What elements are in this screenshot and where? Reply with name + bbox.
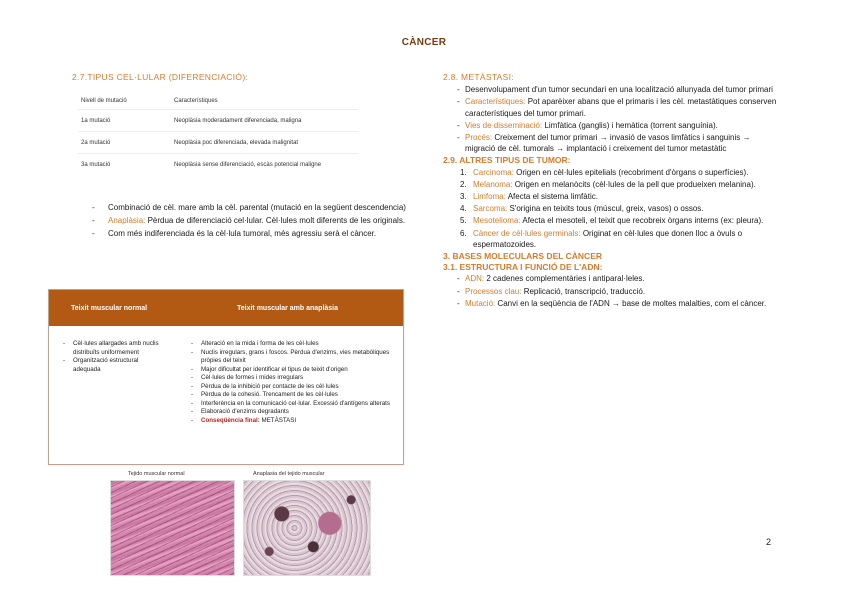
bullet-dash: - [191, 391, 194, 398]
mutation-header-level: Nivell de mutació [81, 97, 127, 104]
list-item-highlight: Anaplàsia: [108, 216, 146, 226]
list-item [443, 228, 778, 250]
bullet-dash: - [457, 286, 460, 296]
list-item [191, 340, 397, 349]
list-item-body: Pot aparèixer abans que el primaris i les cèl. metastàtiques conserven característiques del tumor primari. [465, 97, 777, 118]
list-item-body: Com més indiferenciada és la cèl·lula tumoral, més agressiu serà el càncer. [108, 229, 377, 239]
list-item [443, 286, 778, 297]
list-item-body: Origen en melanòcits (cèl·lules de la pell que produeixen melanina). [512, 179, 756, 189]
list-item [92, 228, 410, 239]
list-item-body: Limfàtica (ganglis) i hemàtica (torrent sanguínia). [542, 120, 718, 130]
list-item-highlight: Processos clau: [465, 286, 522, 296]
list-item [63, 357, 165, 374]
list-item [443, 179, 778, 190]
mutation-level: 3a mutació [81, 162, 111, 168]
list-item-text: Organització estructural adequada [73, 357, 139, 373]
list-item [191, 408, 397, 417]
list-item-highlight: Limfoma: [473, 192, 506, 202]
mutation-header-features: Característiques [174, 97, 218, 104]
bullet-dash: - [191, 382, 194, 390]
bullet-dash: - [457, 85, 460, 95]
list-number: 4. [460, 204, 467, 214]
list-item-body: Desenvolupament d'un tumor secundari en una localització allunyada del tumor primari [465, 85, 773, 95]
list-item-text: Pèrdua de la cohesió. Trencament de les cèl·lules [201, 391, 338, 398]
list-item-text: Cèl·lules allargades amb nuclis distribuïts uniformement [73, 340, 159, 356]
section-title-altres-tumors: 2.9. ALTRES TIPUS DE TUMOR: [443, 155, 571, 166]
list-item-text: Major dificultat per identificar el tipus de teixit d'origen [201, 365, 348, 373]
list-item-text [201, 417, 397, 426]
list-item [191, 366, 397, 375]
page-number: 2 [766, 537, 772, 547]
list-item-text: Elaboració d'enzims degradants [201, 408, 289, 415]
list-item-highlight: Càncer de cèl·lules germinals: [473, 228, 581, 238]
header-normal-tissue: Teixit muscular normal [71, 304, 148, 312]
list-item-body: Canvi en la seqüència de l'ADN → base de moltes malalties, com el càncer. [495, 298, 767, 308]
list-item [191, 349, 397, 366]
list-item-highlight: Característiques: [465, 97, 526, 107]
section-title-tipus-cellular: 2.7.TIPUS CEL·LULAR (DIFERENCIACIÓ): [72, 72, 249, 82]
list-item-text [473, 203, 778, 214]
list-item-highlight: Carcinoma: [473, 167, 514, 177]
list-item-body: Creixement del tumor primari → invasió de vasos limfàtics i sanguinis → migració de cèl. tumorals → implantació i creixement del tumor metastàtic [465, 133, 751, 154]
left-bullet-list [92, 202, 410, 242]
list-item-text: Interferència en la comunicació cel·lular. Excessió d'antígens alterats [201, 399, 390, 407]
list-item-highlight: Mesotelioma: [473, 216, 521, 226]
bullet-dash: - [457, 274, 460, 284]
list-item-body: Pèrdua de diferenciació cel·lular. Cèl·lules molt diferents de les originals. [145, 216, 406, 226]
list-item [92, 215, 410, 226]
list-item-text: Nuclis irregulars, grans i foscos. Pèrdua d'enzims, vies metabòliques pròpies del teixit [201, 348, 390, 364]
bullet-dash: - [191, 365, 194, 373]
anaplasia-table-header [49, 290, 403, 326]
bullet-dash: - [191, 374, 194, 381]
normal-tissue-column [49, 340, 169, 425]
bullet-dash: - [457, 97, 460, 107]
bullet-dash: - [191, 399, 194, 407]
list-item [191, 374, 397, 383]
table-row [78, 154, 358, 176]
list-item [92, 202, 410, 213]
bullet-dash: - [457, 298, 460, 308]
list-item-text [465, 84, 778, 95]
list-item-text: Alteració en la mida i forma de les cèl·lules [201, 340, 319, 347]
bullet-dash: - [63, 357, 66, 364]
normal-muscle-micrograph [110, 480, 235, 576]
list-item [443, 215, 778, 226]
section-title-estructura-adn: 3.1. ESTRUCTURA I FUNCIÓ DE L'ADN: [443, 262, 603, 273]
anaplasia-muscle-micrograph [243, 480, 371, 576]
list-number: 3. [460, 192, 467, 202]
list-item-text [108, 228, 410, 239]
list-item-body: S'origina en teixits tous (múscul, greix, vasos) o ossos. [507, 204, 704, 214]
list-item-body: Combinació de cèl. mare amb la cèl. parental (mutació en la següent descendencia) [108, 203, 406, 212]
list-item [443, 84, 778, 95]
list-item-text [473, 191, 778, 202]
final-consequence-label: Conseqüència final: [201, 416, 260, 424]
list-number: 5. [460, 216, 467, 226]
mutation-feature: Neoplàsia moderadament diferenciada, maligna [174, 117, 302, 124]
bullet-dash: - [191, 340, 194, 347]
mutation-level: 2a mutació [81, 139, 111, 146]
list-item [63, 340, 165, 357]
list-item [191, 417, 397, 426]
list-item [443, 203, 778, 214]
bullet-dash: - [457, 133, 460, 143]
section-title-bases-moleculars: 3. BASES MOLECULARS DEL CÀNCER [443, 251, 602, 262]
right-column [443, 72, 778, 310]
list-item-text: Pèrdua de la inhibició per contacte de les cèl·lules [201, 382, 339, 390]
mutation-level: 1a mutació [81, 117, 111, 124]
bullet-dash: - [191, 408, 194, 415]
list-item-text [108, 215, 410, 226]
list-item-text [108, 202, 410, 213]
list-item-text [465, 286, 778, 297]
list-item-body: Origen en cèl·lules epitelials (recobriment d'òrgans o superfícies). [513, 167, 749, 177]
list-item-body: Afecta el mesoteli, el teixit que recobreix òrgans interns (ex: pleura). [520, 216, 764, 226]
table-row [78, 132, 358, 154]
bullet-dash: - [92, 203, 95, 212]
photo-anaplasia-caption: Anaplasia del tejido muscular [253, 471, 325, 477]
list-item-text: Cèl·lules de formes i mides irregulars [201, 374, 304, 381]
mutation-feature: Neoplàsia sense diferenciació, escàs potencial maligne [174, 162, 322, 168]
list-number: 6. [460, 228, 467, 238]
list-item [443, 273, 778, 284]
list-item [191, 383, 397, 392]
list-item-body: Afecta el sistema limfàtic. [505, 192, 598, 202]
list-item-highlight: Procés: [465, 133, 493, 143]
bullet-dash: - [457, 120, 460, 130]
list-item-body: Originat en cèl·lules que donen lloc a òvuls o espermatozoides. [473, 228, 743, 249]
list-item-highlight: Vies de disseminació: [465, 120, 543, 130]
list-item-text [465, 96, 778, 118]
list-number: 2. [460, 179, 467, 189]
list-item-body: Replicació, transcripció, traducció. [521, 286, 646, 296]
table-row [78, 110, 358, 132]
left-column [72, 72, 412, 82]
anaplasia-table-body [49, 326, 403, 425]
bullet-dash: - [191, 416, 194, 424]
bullet-dash: - [92, 216, 95, 226]
list-item-highlight: Melanoma: [473, 179, 513, 189]
final-consequence-value: METÀSTASI [259, 416, 297, 424]
anaplasia-tissue-column [169, 340, 403, 425]
list-item-text [473, 167, 778, 178]
section-title-metastasi: 2.8. METÀSTASI: [443, 72, 514, 82]
photo-normal-caption: Tejido muscular normal [128, 471, 185, 477]
list-item-text [473, 179, 778, 190]
list-item [191, 391, 397, 400]
mutation-table [78, 92, 358, 176]
list-item [443, 191, 778, 202]
bullet-dash: - [63, 340, 66, 347]
page-title: CÀNCER [401, 37, 447, 48]
list-item [191, 400, 397, 409]
anaplasia-comparison-table [48, 289, 404, 465]
bullet-dash: - [191, 348, 194, 356]
list-item [443, 132, 778, 154]
mutation-table-header [78, 92, 358, 110]
list-item-body: 2 cadenes complementàries i antiparal·leles. [484, 274, 645, 284]
list-item [443, 120, 778, 131]
list-item [443, 167, 778, 178]
bullet-dash: - [92, 229, 95, 239]
list-item-highlight: Mutació: [465, 298, 496, 308]
list-item [443, 298, 778, 309]
list-item-text [465, 132, 778, 154]
mutation-feature: Neoplàsia poc diferenciada, elevada malignitat [174, 139, 299, 146]
list-item-text [465, 273, 778, 284]
list-item-highlight: ADN: [465, 274, 485, 284]
list-item-text [473, 228, 778, 250]
list-item-highlight: Sarcoma: [473, 204, 508, 214]
list-item-text [465, 120, 778, 131]
header-anaplasia-tissue: Teixit muscular amb anaplàsia [237, 304, 339, 312]
list-number: 1. [460, 167, 467, 177]
list-item [443, 96, 778, 118]
list-item-text [465, 298, 778, 309]
list-item-text [473, 215, 778, 226]
